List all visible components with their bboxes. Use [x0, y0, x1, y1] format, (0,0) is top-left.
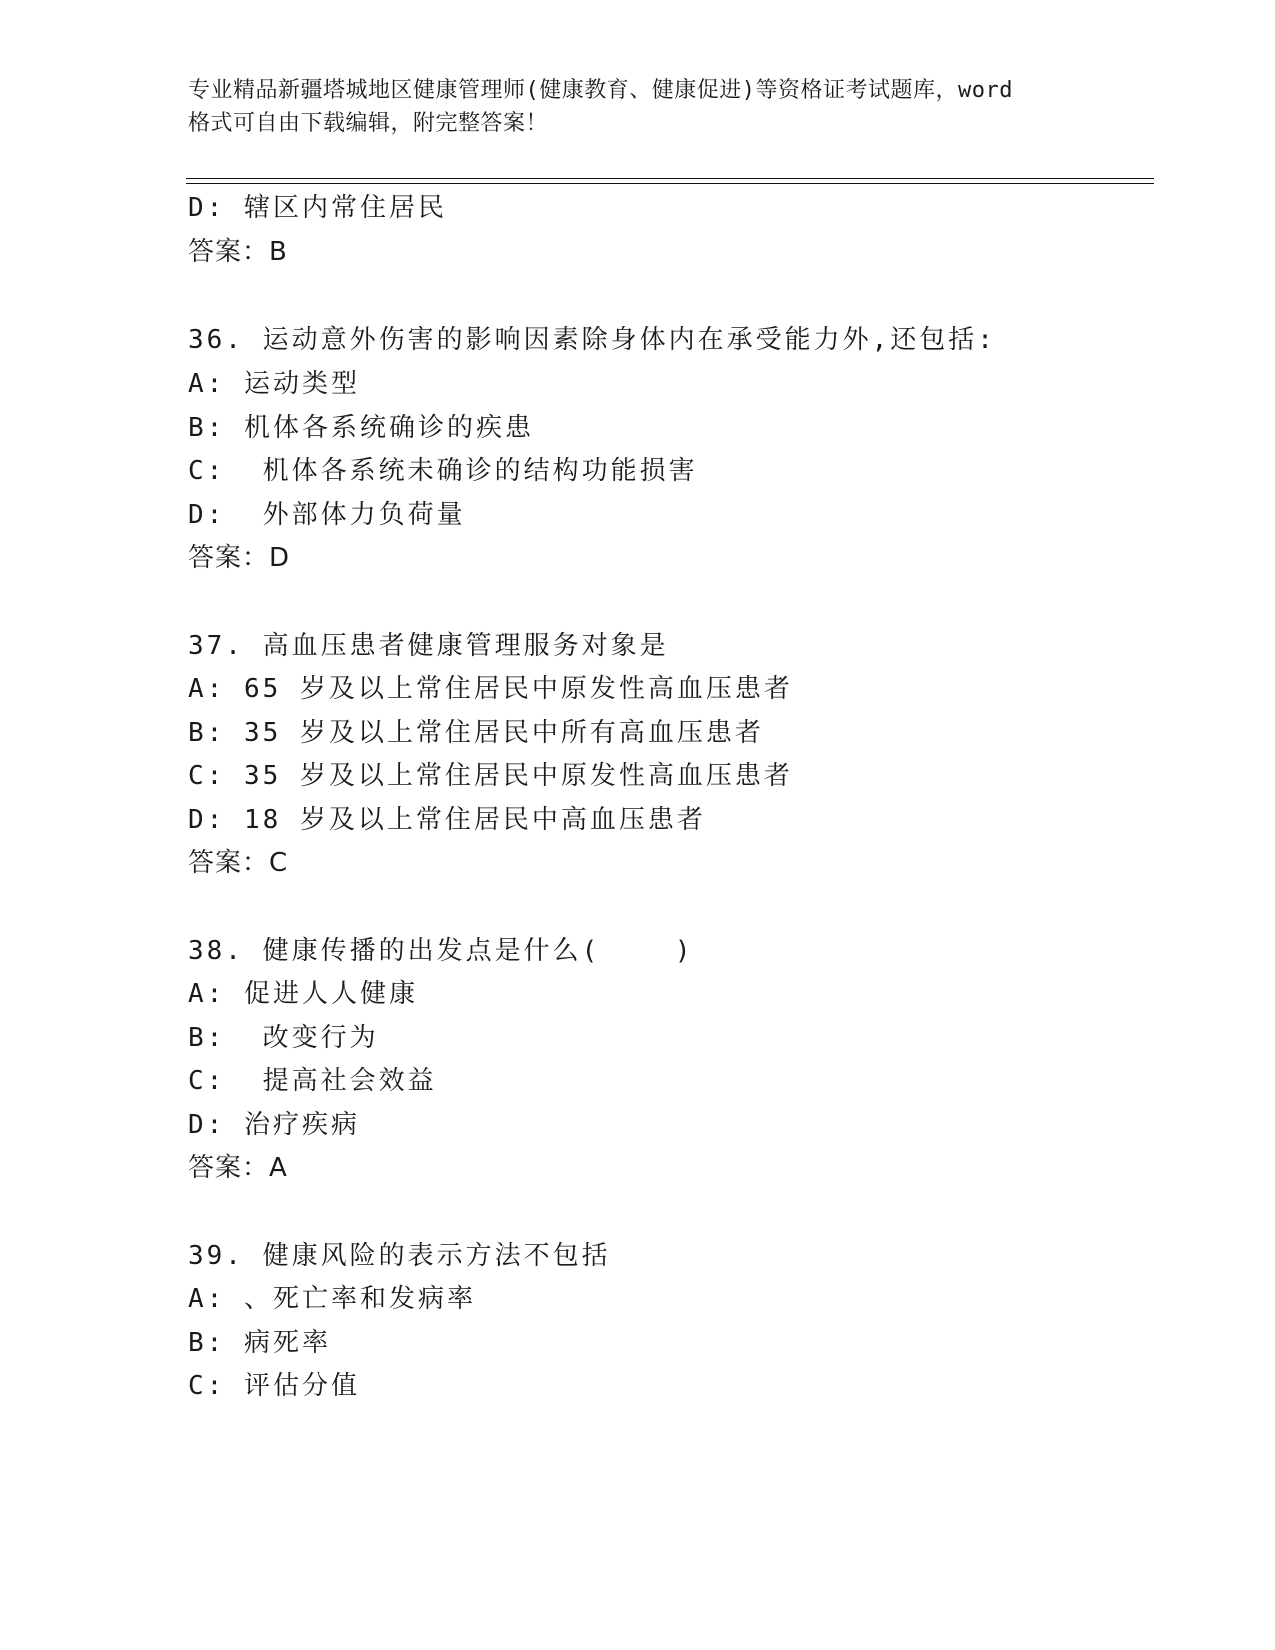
- header-divider-bottom: [186, 183, 1154, 184]
- question-38-option-b: B: 改变行为: [188, 1023, 379, 1053]
- question-38-option-a: A: 促进人人健康: [188, 979, 418, 1009]
- prev-question-answer: 答案：B: [188, 237, 288, 267]
- question-38-option-d: D: 治疗疾病: [188, 1110, 360, 1140]
- question-39-stem: 39. 健康风险的表示方法不包括: [188, 1241, 611, 1271]
- question-36-answer: 答案：D: [188, 543, 291, 573]
- question-37-stem: 37. 高血压患者健康管理服务对象是: [188, 631, 669, 661]
- question-37-option-c: C: 35 岁及以上常住居民中原发性高血压患者: [188, 761, 793, 791]
- question-36-option-b: B: 机体各系统确诊的疾患: [188, 413, 534, 443]
- question-36-option-d: D: 外部体力负荷量: [188, 500, 466, 530]
- question-38-answer: 答案：A: [188, 1153, 288, 1183]
- question-36-option-c: C: 机体各系统未确诊的结构功能损害: [188, 456, 698, 486]
- question-39-option-b: B: 病死率: [188, 1328, 331, 1358]
- question-37-option-b: B: 35 岁及以上常住居民中所有高血压患者: [188, 718, 764, 748]
- question-37-option-d: D: 18 岁及以上常住居民中高血压患者: [188, 805, 706, 835]
- question-39-option-c: C: 评估分值: [188, 1371, 360, 1401]
- prev-question-option-d: D: 辖区内常住居民: [188, 193, 447, 223]
- question-38-option-c: C: 提高社会效益: [188, 1066, 437, 1096]
- question-36-stem: 36. 运动意外伤害的影响因素除身体内在承受能力外,还包括:: [188, 325, 996, 355]
- question-37-answer: 答案：C: [188, 848, 289, 878]
- document-header: [188, 74, 1088, 140]
- header-line-2: 格式可自由下载编辑，附完整答案！: [188, 111, 549, 136]
- header-divider-top: [186, 178, 1154, 179]
- question-38-stem: 38. 健康传播的出发点是什么( ): [188, 936, 694, 966]
- question-36-option-a: A: 运动类型: [188, 369, 360, 399]
- question-37-option-a: A: 65 岁及以上常住居民中原发性高血压患者: [188, 674, 793, 704]
- header-line-1: 专业精品新疆塔城地区健康管理师(健康教育、健康促进)等资格证考试题库，word: [188, 78, 1013, 103]
- question-39-option-a: A: 、死亡率和发病率: [188, 1284, 476, 1314]
